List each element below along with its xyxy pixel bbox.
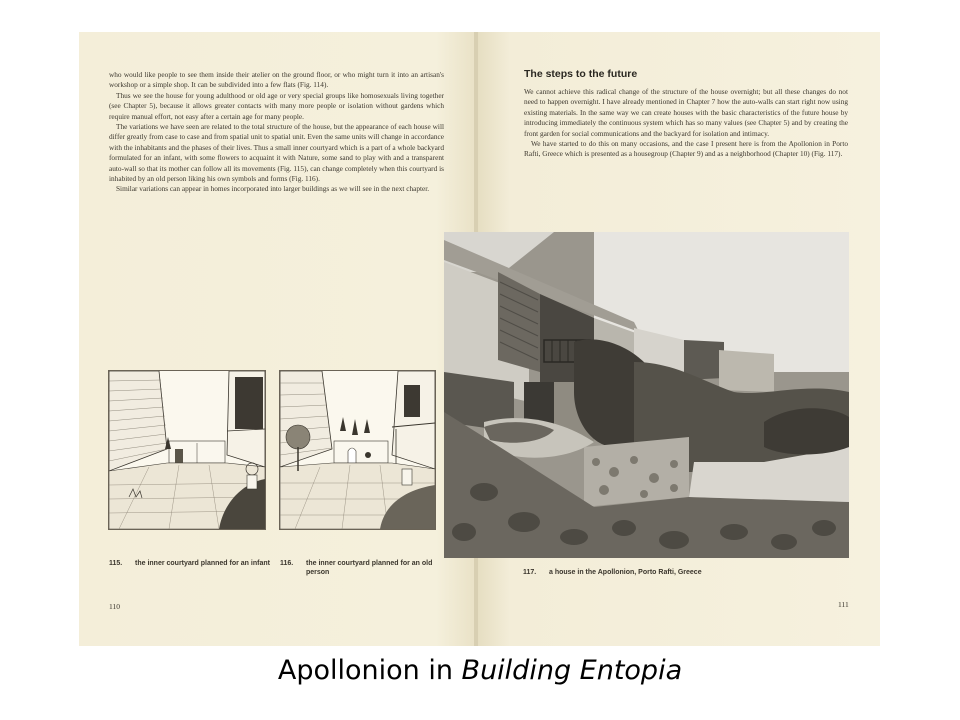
left-paragraph: Thus we see the house for young adulthood or old age or very special groups like homosexuals living together (see Chapter 5), because it allows greater contacts with many more people or isolation without gardens which require manual effort, not easy after a certain age for many people.	[109, 90, 444, 121]
figure-116-drawing	[279, 370, 436, 530]
left-paragraph: The variations we have seen are related to the total structure of the house, but the appearance of each house will differ greatly from case to case and from spatial unit to spatial unit. Even the same units will change in accordance with the inhabitants and the phases of their lives. Thus a small inner courtyard which is a part of a whole backyard formulated for an infant, with some flowers to acquaint it with Nature, some sand to play with and a transparent auto-wall so that its mother can follow all its movements (Fig. 115), can change completely when this courtyard is inhabited by an old person liking his own symbols and forms (Fig. 116).	[109, 122, 444, 184]
courtyard-infant-sketch	[109, 371, 265, 529]
apollonion-house-photo	[444, 232, 849, 558]
figure-117-caption	[523, 569, 783, 581]
right-body-text	[524, 87, 848, 160]
slide-caption-prefix: Apollonion in	[277, 655, 462, 686]
figure-116-caption	[280, 560, 460, 580]
left-paragraph: who would like people to see them inside their atelier on the ground floor, or who might turn it into an artisan's workshop or a simple shop. It can be subdivided into a few flats (Fig. 114).	[109, 70, 444, 90]
slide-caption	[0, 655, 960, 686]
figure-number: 117.	[523, 569, 537, 576]
figure-115-caption	[109, 560, 289, 580]
page-number-right: 111	[838, 600, 849, 609]
right-paragraph: We cannot achieve this radical change of the structure of the house overnight; but all these changes do not need to happen overnight. I have already mentioned in Chapter 7 how the auto-walls can start right now using existing materials. In the same way we can create houses with the basic characteristics of the future house by introducing immediately the continuous system which has so many values (see Chapter 5) and by creating the front garden for social communications and the backyard for isolation and intimacy.	[524, 87, 848, 138]
page-number-left: 110	[109, 602, 120, 611]
figure-number: 115.	[109, 560, 123, 567]
figure-caption-text: the inner courtyard planned for an old person	[306, 560, 433, 576]
courtyard-old-person-sketch	[280, 371, 435, 529]
figure-caption-text: a house in the Apollonion, Porto Rafti, Greece	[549, 569, 702, 576]
left-page	[79, 32, 476, 646]
left-paragraph: Similar variations can appear in homes incorporated into larger buildings as we will see in the next chapter.	[116, 184, 430, 194]
section-heading: The steps to the future	[524, 68, 638, 80]
left-body-text	[109, 70, 444, 195]
right-paragraph: We have started to do this on many occasions, and the case I present here is from the Apollonion in Porto Rafti, Greece which is presented as a housegroup (Chapter 9) and as a neighborhood (Chapter 10) (Fig. 117).	[524, 139, 848, 159]
figure-number: 116.	[280, 560, 294, 567]
figure-117-photo	[444, 232, 849, 558]
slide-caption-book-title: Building Entopia	[461, 655, 683, 686]
figure-caption-text: the inner courtyard planned for an infant	[135, 560, 270, 567]
figure-115-drawing	[108, 370, 266, 530]
